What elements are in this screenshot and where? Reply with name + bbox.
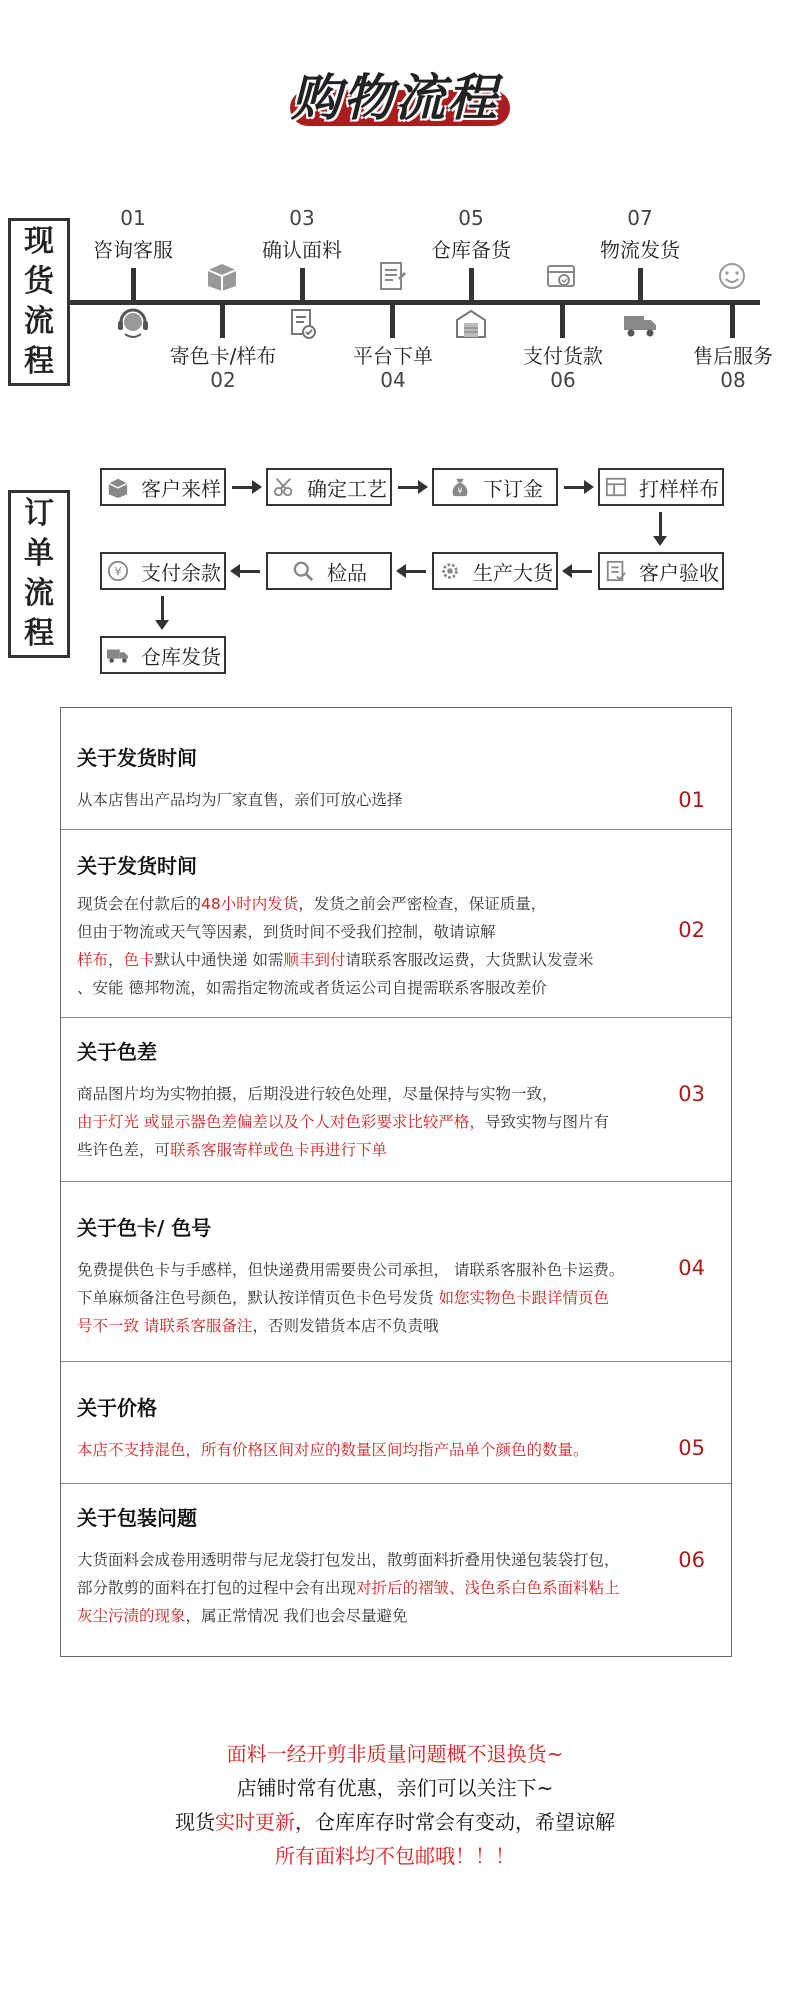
- scissors-icon: [271, 475, 297, 499]
- step-number: 08: [720, 368, 746, 392]
- flow-step-confirm-process: [266, 468, 392, 506]
- step-label: 售后服务: [693, 344, 773, 368]
- info-section: [61, 708, 731, 830]
- order-flow-char: 流: [24, 576, 54, 611]
- info-body: [77, 1546, 620, 1630]
- stock-flow-char: 现: [24, 224, 54, 259]
- text-span: ，属正常情况 我们也会尽量避免: [185, 1607, 408, 1625]
- stock-flow-char: 流: [24, 304, 54, 339]
- text-span: ，发货之前会严密检查，保证质量，: [298, 895, 547, 913]
- text-span: ，否则发错货本店不负责哦: [252, 1317, 439, 1335]
- flow-step-sampling: [598, 468, 724, 506]
- magnifier-icon: [291, 559, 317, 583]
- package-icon: [105, 475, 131, 499]
- flow-arrow-right: [564, 486, 588, 489]
- step-number: 01: [120, 206, 146, 230]
- info-line: [77, 1436, 589, 1464]
- gear-icon: [437, 559, 463, 583]
- info-number: 03: [678, 1082, 705, 1106]
- highlight-span: 如您实物色卡跟详情页色: [438, 1289, 609, 1307]
- footer-text: 面料一经开剪非质量问题概不退换货~: [226, 1742, 564, 1766]
- info-line: [77, 918, 594, 946]
- step-number: 05: [458, 206, 484, 230]
- payment-icon: [542, 258, 582, 294]
- info-section: [61, 1362, 731, 1484]
- stock-flow-char: 程: [24, 344, 54, 379]
- step-number: 04: [380, 368, 406, 392]
- headset-icon: [113, 306, 153, 342]
- info-section: [61, 830, 731, 1018]
- flow-step-customer-sample: [100, 468, 226, 506]
- info-line: [77, 974, 594, 1002]
- money-bag-icon: [447, 475, 473, 499]
- flow-step-balance-payment: [100, 552, 226, 590]
- page-title: 购物流程: [291, 69, 499, 127]
- text-span: 默认中通快递 如需: [154, 951, 284, 969]
- text-span: 、安能 德邦物流，如需指定物流或者货运公司自提需联系客服改差价: [77, 979, 547, 997]
- title-area: [0, 0, 790, 150]
- truck-icon: [105, 643, 131, 667]
- highlight-span: 顺丰到付: [283, 951, 346, 969]
- timeline-tick: [560, 302, 565, 338]
- timeline-tick: [131, 268, 136, 304]
- info-number: 04: [678, 1256, 705, 1280]
- order-flow-char: 程: [24, 616, 54, 651]
- order-flow-char: 单: [24, 536, 54, 571]
- text-span: ，: [108, 951, 124, 969]
- text-span: 商品图片均为实物拍摄，后期没进行较色处理，尽量保持与实物一致，: [77, 1085, 558, 1103]
- info-line: [77, 1602, 620, 1630]
- footer-line-3: [0, 1806, 790, 1835]
- order-flow-char: 订: [24, 496, 54, 531]
- flow-step-production: [432, 552, 558, 590]
- info-number: 01: [678, 788, 705, 812]
- smile-icon: [712, 258, 752, 294]
- highlight-span: 对折后的褶皱、浅色系白色系面料粘上: [356, 1579, 620, 1597]
- text-span: 但由于物流或天气等因素，到货时间不受我们控制，敬请谅解: [77, 923, 496, 941]
- text-span: 从本店售出产品均为厂家直售，亲们可放心选择: [77, 791, 403, 809]
- box-icon: [202, 258, 242, 294]
- info-body: [77, 1080, 609, 1164]
- info-section: [61, 1018, 731, 1182]
- info-line: [77, 1546, 620, 1574]
- order-flow-label: [8, 490, 70, 658]
- info-line: [77, 1136, 609, 1164]
- info-body: [77, 890, 594, 1002]
- highlight-span: 48小时内发货: [201, 895, 299, 913]
- info-section: [61, 1182, 731, 1362]
- sample-icon: [603, 475, 629, 499]
- text-span: 下单麻烦备注色号颜色，默认按详情页色卡色号发货: [77, 1289, 439, 1307]
- step-number: 03: [289, 206, 315, 230]
- info-body: [77, 1256, 624, 1340]
- footer-text: 店铺时常有优惠，亲们可以关注下~: [236, 1776, 554, 1800]
- info-line: [77, 946, 594, 974]
- step-label: 确认面料: [262, 238, 342, 262]
- highlight-span: 由于灯光 或显示器色差偏差以及个人对色彩要求比较严格，: [77, 1113, 485, 1131]
- step-number: 07: [627, 206, 653, 230]
- highlight-span: 样布: [77, 951, 109, 969]
- step-label: 寄色卡/样布: [169, 344, 277, 368]
- step-number: 02: [210, 368, 236, 392]
- stock-flow-char: 货: [24, 264, 54, 299]
- form-icon: [372, 258, 412, 294]
- info-number: 06: [678, 1548, 705, 1572]
- step-label: 物流发货: [600, 238, 680, 262]
- checklist-icon: [603, 559, 629, 583]
- footer-line-4: [0, 1840, 790, 1869]
- flow-step-warehouse-shipping: [100, 636, 226, 674]
- flow-step-inspection: [266, 552, 392, 590]
- flow-step-label: 客户来样: [141, 476, 221, 501]
- step-label: 支付货款: [523, 344, 603, 368]
- text-span: 现货会在付款后的: [77, 895, 202, 913]
- footer-text: 现货: [175, 1810, 215, 1834]
- footer-text: 所有面料均不包邮哦！！！: [275, 1844, 515, 1868]
- flow-arrow-down: [161, 596, 164, 622]
- info-title: 关于包装问题: [77, 1506, 197, 1530]
- timeline-tick: [730, 302, 735, 338]
- info-table: [60, 707, 732, 1657]
- timeline-tick: [638, 268, 643, 304]
- truck-icon: [620, 306, 660, 342]
- warehouse-icon: [451, 306, 491, 342]
- timeline-tick: [390, 302, 395, 338]
- flow-arrow-right: [398, 486, 422, 489]
- timeline-tick: [220, 302, 225, 338]
- yen-icon: [105, 559, 131, 583]
- timeline-tick: [469, 268, 474, 304]
- info-title: 关于发货时间: [77, 854, 197, 878]
- flow-step-label: 打样样布: [639, 476, 719, 501]
- flow-step-label: 客户验收: [639, 560, 719, 585]
- timeline-tick: [300, 268, 305, 304]
- info-line: [77, 890, 594, 918]
- flow-arrow-right: [232, 486, 256, 489]
- footer-line-2: [0, 1772, 790, 1801]
- info-line: [77, 1574, 620, 1602]
- info-title: 关于价格: [77, 1396, 157, 1420]
- info-number: 02: [678, 918, 705, 942]
- highlight-span: 号不一致 请联系客服备注: [77, 1317, 253, 1335]
- info-line: [77, 1284, 624, 1312]
- step-label: 平台下单: [353, 344, 433, 368]
- flow-step-label: 检品: [327, 560, 367, 585]
- svg-text:¥: ¥: [457, 485, 463, 496]
- info-line: [77, 1312, 624, 1340]
- text-span: 请联系客服改运费，大货默认发壹米: [345, 951, 594, 969]
- info-title: 关于色差: [77, 1040, 157, 1064]
- flow-step-deposit: [432, 468, 558, 506]
- text-span: 部分散剪的面料在打包的过程中会有出现: [77, 1579, 357, 1597]
- flow-step-label: 支付余款: [141, 560, 221, 585]
- step-label: 咨询客服: [93, 238, 173, 262]
- footer-line-1: [0, 1738, 790, 1767]
- highlight-span: 灰尘污渍的现象: [77, 1607, 186, 1625]
- flow-arrow-down: [659, 512, 662, 538]
- flow-step-label: 确定工艺: [307, 476, 387, 501]
- highlight-span: 色卡: [123, 951, 155, 969]
- text-span: 大货面料会成卷用透明带与尼龙袋打包发出，散剪面料折叠用快递包装袋打包，: [77, 1551, 620, 1569]
- info-section: [61, 1484, 731, 1656]
- step-label: 仓库备货: [431, 238, 511, 262]
- flow-step-label: 生产大货: [473, 560, 553, 585]
- highlight-span: 本店不支持混色，所有价格区间对应的数量区间均指产品单个颜色的数量。: [77, 1441, 589, 1459]
- info-body: [77, 1436, 589, 1464]
- flow-arrow-left: [236, 570, 260, 573]
- flow-arrow-left: [402, 570, 426, 573]
- text-span: 导致实物与图片有: [484, 1113, 609, 1131]
- info-line: [77, 1080, 609, 1108]
- flow-step-label: 仓库发货: [141, 644, 221, 669]
- flow-step-acceptance: [598, 552, 724, 590]
- footer-highlight: 实时更新: [215, 1810, 295, 1834]
- flow-step-label: 下订金: [483, 476, 543, 501]
- info-title: 关于发货时间: [77, 746, 197, 770]
- info-line: [77, 786, 403, 814]
- flow-arrow-left: [568, 570, 592, 573]
- footer-text: ，仓库库存时常会有变动，希望谅解: [295, 1810, 615, 1834]
- svg-text:¥: ¥: [114, 564, 122, 579]
- timeline-line: [70, 300, 760, 305]
- info-line: [77, 1256, 624, 1284]
- highlight-span: 联系客服寄样或色卡再进行下单: [170, 1141, 388, 1159]
- step-number: 06: [550, 368, 576, 392]
- document-check-icon: [282, 306, 322, 342]
- info-number: 05: [678, 1436, 705, 1460]
- info-title: 关于色卡/ 色号: [77, 1216, 212, 1240]
- info-line: [77, 1108, 609, 1136]
- info-body: [77, 786, 403, 814]
- text-span: 些许色差，可: [77, 1141, 171, 1159]
- text-span: 免费提供色卡与手感样，但快递费用需要贵公司承担， 请联系客服补色卡运费。: [77, 1261, 625, 1279]
